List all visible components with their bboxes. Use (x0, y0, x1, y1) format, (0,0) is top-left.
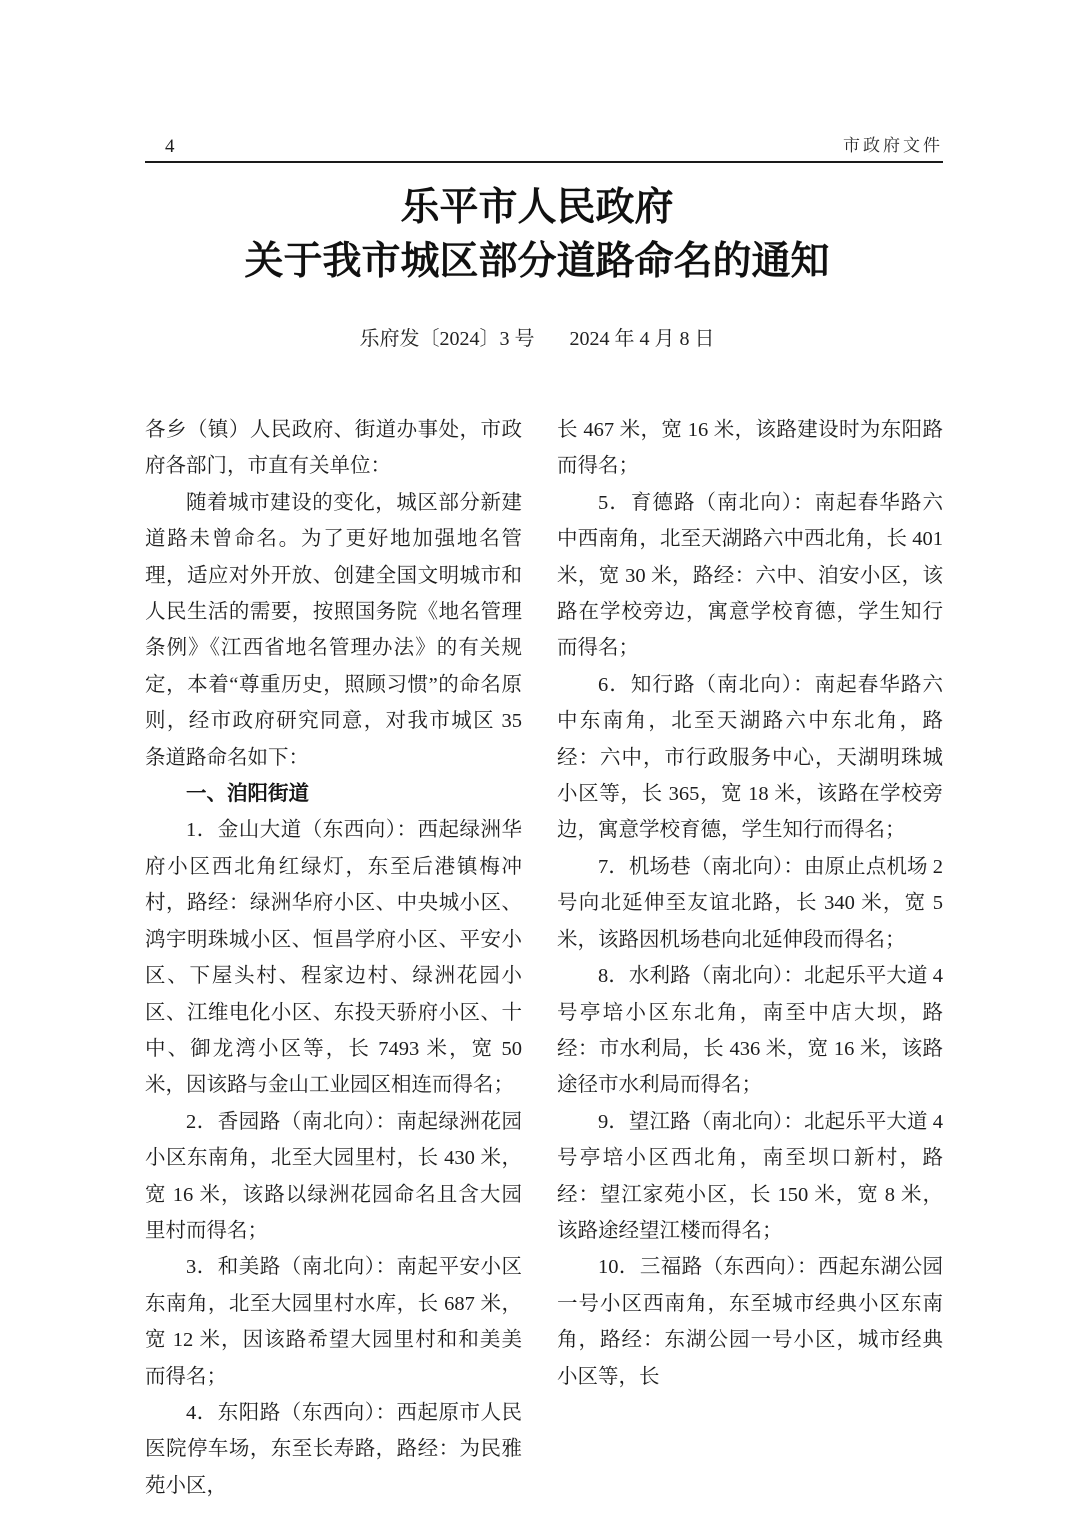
section-heading-jiyang-street: 一、洎阳街道 (186, 782, 309, 806)
road-item-5-yude-road: 5．育德路（南北向）：南起春华路六中西南角，北至天湖路六中西北角，长 401 米，宽 30 米，路经：六中、洎安小区，该路在学校旁边，寓意学校育德，学生知行而得名； (557, 491, 943, 660)
page-header (145, 134, 943, 163)
document-body (145, 412, 943, 1504)
road-item-9-wangjiang-road: 9．望江路（南北向）：北起乐平大道 4 号亭培小区西北角，南至坝口新村，路经：望江家苑小区，长 150 米，宽 8 米，该路途经望江楼而得名； (557, 1110, 943, 1242)
road-item-6-zhixing-road: 6．知行路（南北向）：南起春华路六中东南角，北至天湖路六中东北角，路经：六中，市行政服务中心，天湖明珠城小区等，长 365，宽 18 米，该路在学校旁边，寓意学校育德，学生知行而得名； (557, 673, 943, 842)
intro-paragraph: 随着城市建设的变化，城区部分新建道路未曾命名。为了更好地加强地名管理，适应对外开放、创建全国文明城市和人民生活的需要，按照国务院《地名管理条例》《江西省地名管理办法》的有关规定，本着“尊重历史，照顾习惯”的命名原则，经市政府研究同意，对我市城区 35 条道路命名如下： (145, 491, 522, 769)
page-number: 4 (165, 136, 175, 157)
road-item-3-hemei-road: 3．和美路（南北向）：南起平安小区东南角，北至大园里村水库，长 687 米，宽 12 米，因该路希望大园里村和和美美而得名； (145, 1256, 522, 1388)
road-item-2-xiangyuan-road: 2．香园路（南北向）：南起绿洲花园小区东南角，北至大园里村，长 430 米，宽 16 米，该路以绿洲花园命名且含大园里村而得名； (145, 1110, 522, 1242)
doc-number: 乐府发〔2024〕3 号 (359, 328, 535, 350)
road-item-4-continuation: 长 467 米，宽 16 米，该路建设时为东阳路而得名； (557, 419, 943, 478)
road-item-4-dongyang-road: 4．东阳路（东西向）：西起原市人民医院停车场，东至长寿路，路经：为民雅苑小区， (145, 1401, 522, 1497)
road-item-1-jinshan-avenue: 1．金山大道（东西向）：西起绿洲华府小区西北角红绿灯，东至后港镇梅冲村，路经：绿洲华府小区、中央城小区、鸿宇明珠城小区、恒昌学府小区、平安小区、下屋头村、程家边村、绿洲花园小区、江维电化小区、东投天骄府小区、十中、御龙湾小区等，长 7493 米，宽 50 米，因该路与金山工业园区相连而得名； (145, 819, 522, 1097)
right-column (557, 412, 943, 1504)
salutation-paragraph: 各乡（镇）人民政府、街道办事处，市政府各部门，市直有关单位： (145, 419, 522, 478)
document-meta (0, 322, 1074, 351)
doc-date: 2024 年 4 月 8 日 (569, 328, 715, 350)
title-line-1: 乐平市人民政府 (400, 186, 674, 229)
left-column (145, 412, 522, 1504)
header-doc-type-label: 市政府文件 (843, 136, 943, 155)
road-item-7-jichang-lane: 7．机场巷（南北向）：由原止点机场 2 号向北延伸至友谊北路，长 340 米，宽 5 米，该路因机场巷向北延伸段而得名； (557, 855, 943, 951)
road-item-8-shuili-road: 8．水利路（南北向）：北起乐平大道 4 号亭培小区东北角，南至中店大坝，路经：市水利局，长 436 米，宽 16 米，该路途径市水利局而得名； (557, 965, 943, 1097)
document-title (0, 181, 1074, 289)
title-line-2: 关于我市城区部分道路命名的通知 (244, 240, 830, 283)
road-item-10-sanfu-road: 10．三福路（东西向）：西起东湖公园一号小区西南角，东至城市经典小区东南角，路经：东湖公园一号小区，城市经典小区等，长 (557, 1256, 943, 1388)
